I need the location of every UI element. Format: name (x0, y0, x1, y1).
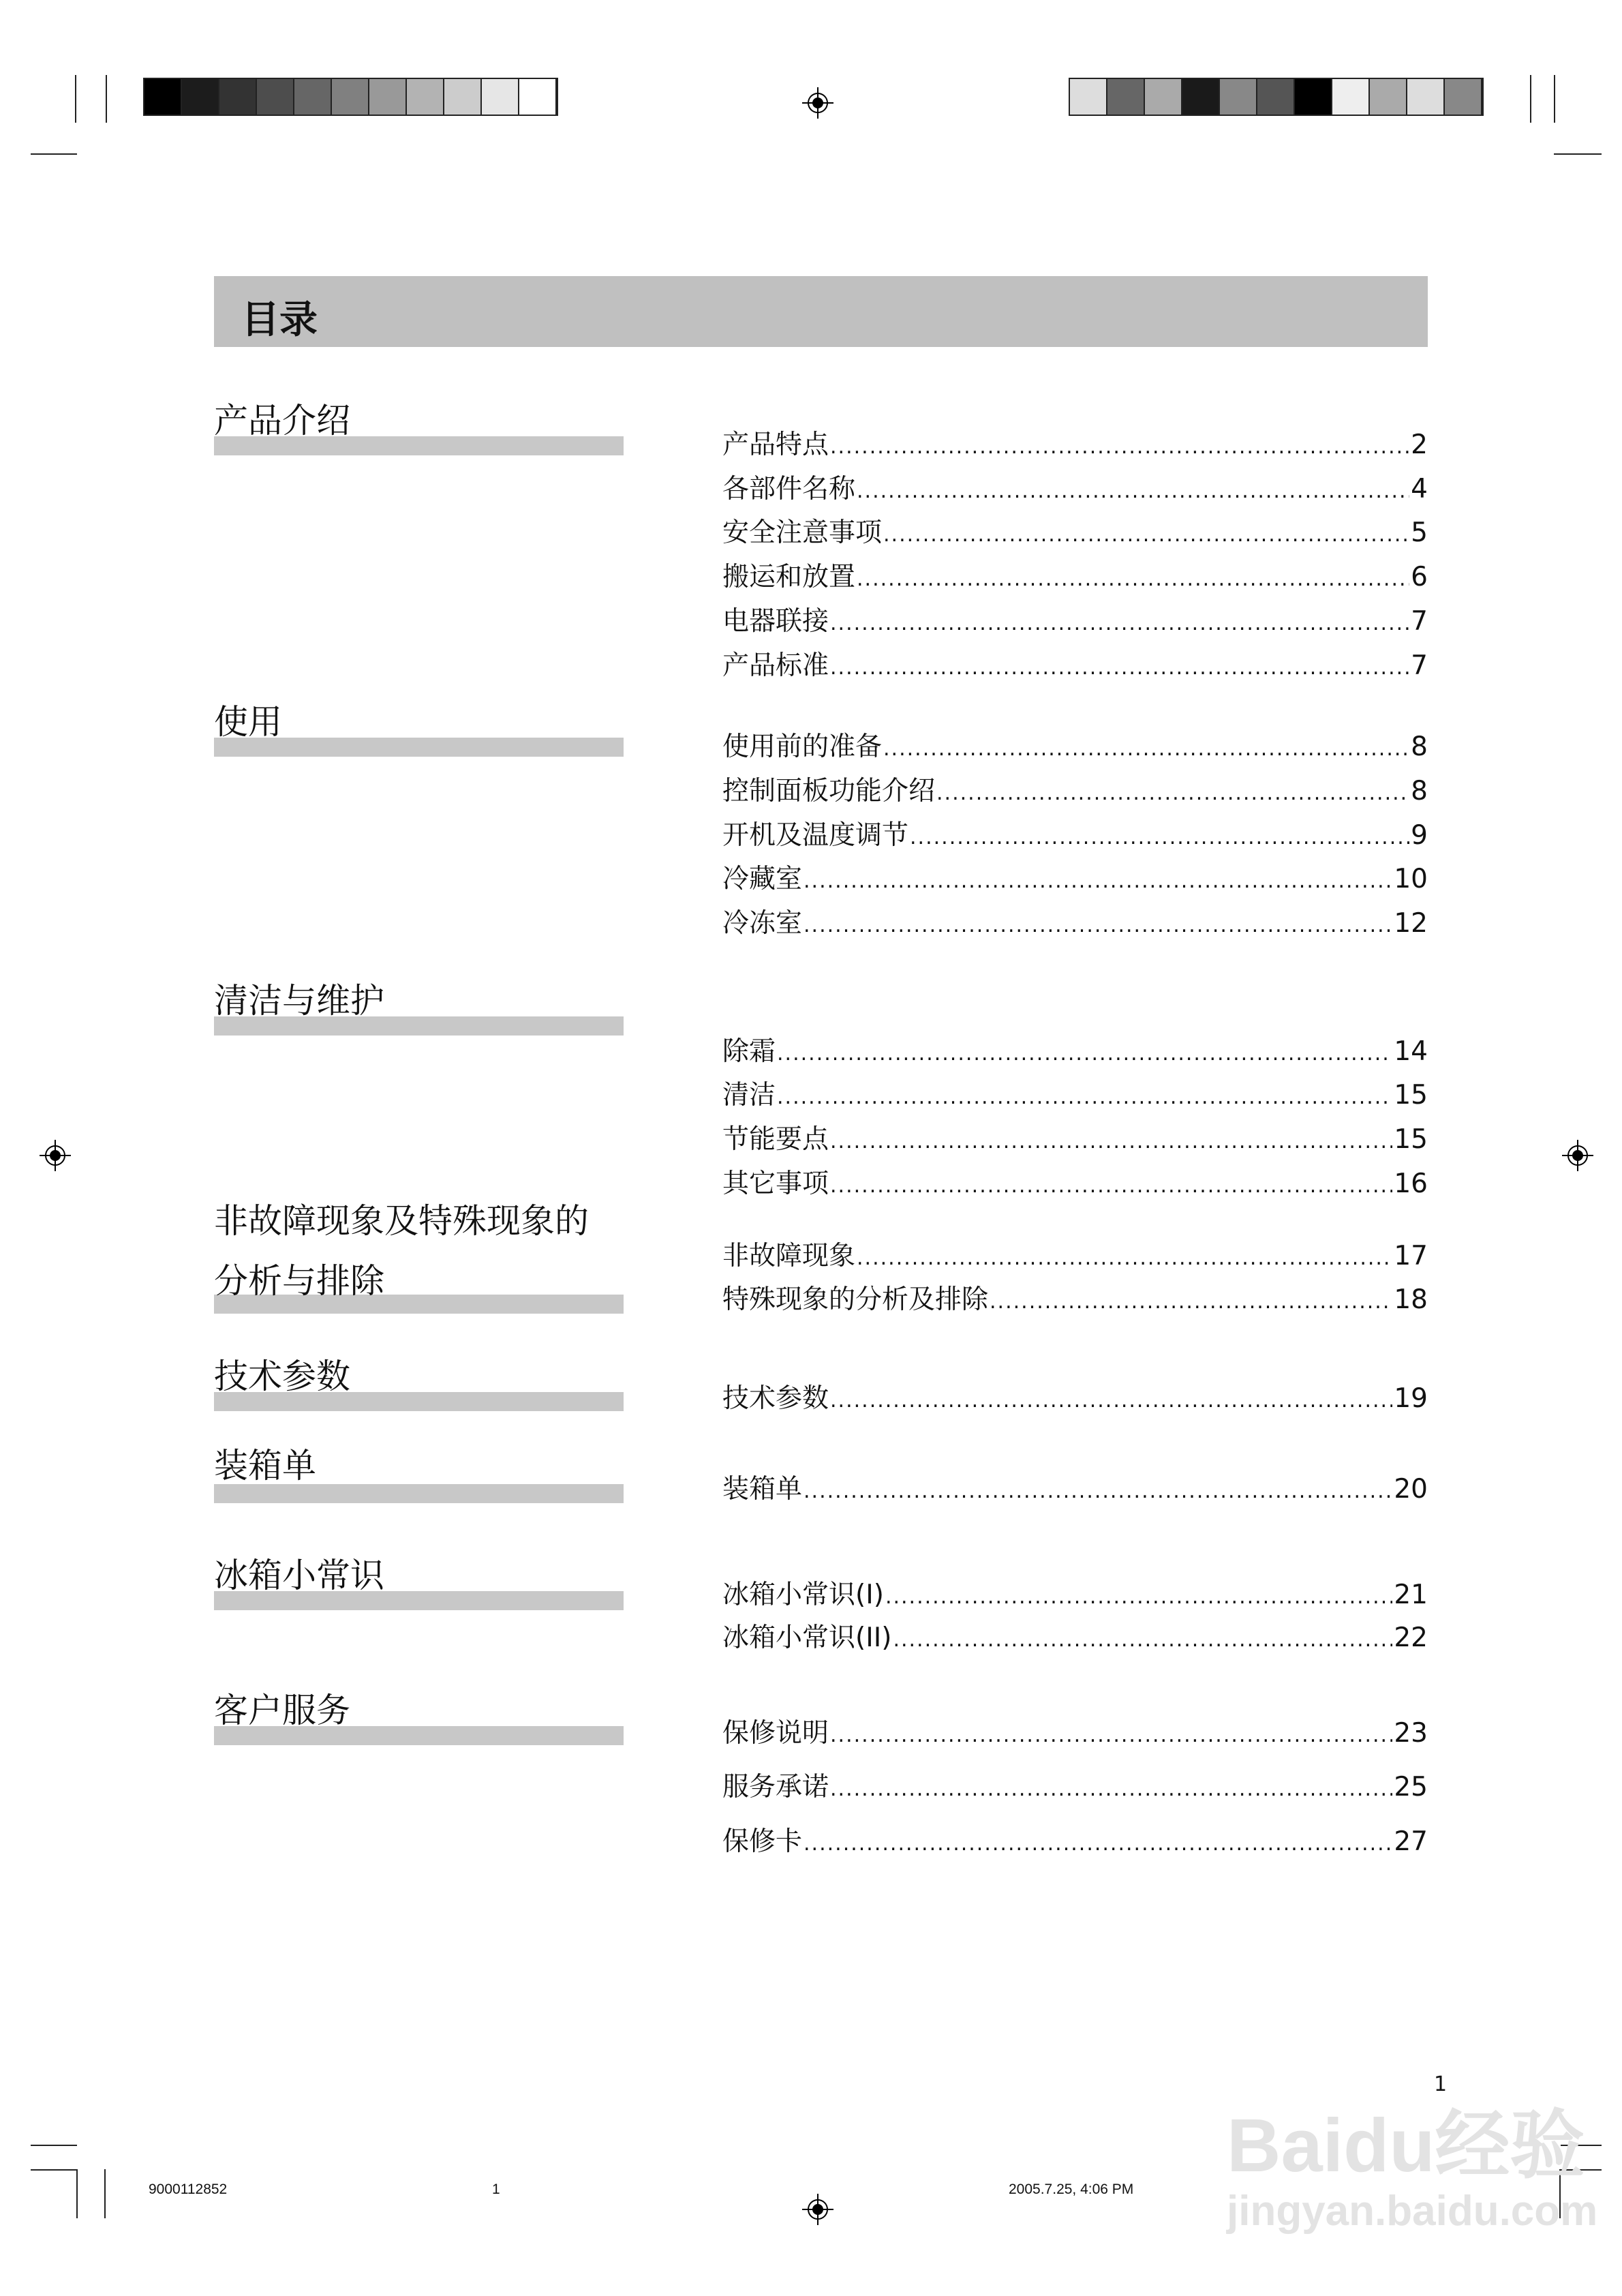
dot-leader (777, 1081, 1392, 1115)
crop-mark (1554, 153, 1602, 155)
color-swatch (1370, 79, 1407, 115)
toc-entry-label: 除霜 (722, 1036, 776, 1067)
toc-entry[interactable] (722, 516, 1428, 552)
toc-entry[interactable] (722, 1717, 1428, 1753)
color-swatch (257, 79, 294, 115)
watermark-line2: jingyan.baidu.com (1227, 2188, 1598, 2235)
toc-entry[interactable] (722, 1123, 1428, 1159)
dot-leader (990, 1285, 1392, 1319)
dot-leader (804, 909, 1392, 943)
section-fridge-tips (214, 1557, 624, 1610)
toc-entry-page: 4 (1411, 474, 1428, 504)
toc-entry[interactable] (722, 649, 1428, 685)
footer-timestamp: 2005.7.25, 4:06 PM (1009, 2181, 1134, 2197)
section-cleaning (214, 982, 624, 1036)
dot-leader (804, 1475, 1392, 1509)
toc-entry[interactable] (722, 1621, 1428, 1657)
toc-entry-label: 非故障现象 (722, 1241, 856, 1271)
toc-entry[interactable] (722, 819, 1428, 855)
toc-entry-label: 冷藏室 (722, 864, 803, 894)
section-title: 产品介绍 (214, 401, 350, 440)
section-product-intro (214, 402, 624, 455)
color-swatch (1445, 79, 1482, 115)
toc-entry-label: 冰箱小常识(I) (722, 1580, 884, 1610)
toc-entry[interactable] (722, 1239, 1428, 1275)
dot-leader (830, 607, 1409, 641)
dot-leader (910, 821, 1409, 855)
toc-entry-label: 开机及温度调节 (722, 820, 909, 851)
color-swatch (144, 79, 182, 115)
color-swatch (1070, 79, 1107, 115)
toc-entry-page: 16 (1394, 1168, 1428, 1199)
toc-entry-page: 18 (1394, 1284, 1428, 1315)
toc-entry-page: 5 (1411, 517, 1428, 548)
color-swatch (219, 79, 257, 115)
dot-leader (893, 1623, 1392, 1657)
toc-entry-page: 20 (1394, 1474, 1428, 1505)
dot-leader (804, 864, 1392, 898)
section-title: 清洁与维护 (214, 981, 384, 1021)
crop-mark (1554, 75, 1555, 123)
color-calibration-bar-right (1069, 78, 1484, 116)
toc-entry[interactable] (722, 1825, 1428, 1861)
section-title: 客户服务 (214, 1691, 350, 1730)
toc-entry-page: 22 (1394, 1622, 1428, 1653)
section-title: 技术参数 (214, 1357, 350, 1396)
color-swatch (369, 79, 407, 115)
crop-mark (104, 2169, 106, 2218)
toc-entry-label: 清洁 (722, 1080, 776, 1111)
toc-entry-page: 25 (1394, 1772, 1428, 1802)
toc-entry-page: 8 (1411, 776, 1428, 806)
color-swatch (1295, 79, 1332, 115)
toc-entry-label: 服务承诺 (722, 1772, 829, 1802)
color-swatch (519, 79, 557, 115)
toc-entry-label: 节能要点 (722, 1124, 829, 1155)
toc-entry-page: 12 (1394, 908, 1428, 939)
dot-leader (857, 1241, 1392, 1275)
section-title: 装箱单 (214, 1446, 316, 1485)
color-swatch (1107, 79, 1145, 115)
dot-leader (830, 1772, 1392, 1807)
color-swatch (1145, 79, 1182, 115)
toc-entry-label: 各部件名称 (722, 474, 856, 504)
color-swatch (444, 79, 482, 115)
dot-leader (883, 518, 1409, 552)
toc-entry-page: 15 (1394, 1124, 1428, 1155)
dot-leader (885, 1580, 1392, 1614)
footer-doc-code: 9000112852 (149, 2181, 228, 2197)
toc-entry[interactable] (722, 1770, 1428, 1807)
toc-header-bar (214, 276, 1428, 347)
crop-mark (76, 2169, 78, 2218)
crop-mark (106, 75, 107, 123)
toc-entry[interactable] (722, 605, 1428, 641)
toc-entry[interactable] (722, 1382, 1428, 1418)
toc-entry[interactable] (722, 774, 1428, 811)
toc-entry-label: 搬运和放置 (722, 562, 856, 592)
registration-mark-icon (40, 1140, 71, 1171)
toc-entry[interactable] (722, 1078, 1428, 1115)
baidu-watermark (1227, 2105, 1597, 2236)
dot-leader (777, 1037, 1392, 1071)
dot-leader (830, 651, 1409, 685)
color-swatch (1407, 79, 1445, 115)
toc-entry[interactable] (722, 1472, 1428, 1509)
toc-entry[interactable] (722, 730, 1428, 766)
toc-entry-page: 21 (1394, 1580, 1428, 1610)
toc-entry-page: 7 (1411, 650, 1428, 681)
color-calibration-bar-left (143, 78, 558, 116)
crop-mark (31, 2169, 77, 2171)
toc-entry-page: 8 (1411, 731, 1428, 762)
toc-entry-page: 7 (1411, 606, 1428, 637)
color-swatch (1220, 79, 1257, 115)
toc-entry[interactable] (722, 1035, 1428, 1071)
toc-entry-label: 其它事项 (722, 1168, 829, 1199)
dot-leader (830, 1125, 1392, 1159)
toc-entry-label: 控制面板功能介绍 (722, 776, 936, 806)
dot-leader (830, 430, 1409, 464)
toc-entry[interactable] (722, 560, 1428, 596)
dot-leader (883, 732, 1409, 766)
toc-entry-label: 特殊现象的分析及排除 (722, 1284, 989, 1315)
toc-entry[interactable] (722, 1283, 1428, 1319)
toc-entry-page: 2 (1411, 429, 1428, 460)
crop-mark (31, 2145, 77, 2146)
toc-entry-page: 27 (1394, 1826, 1428, 1857)
toc-entry-label: 产品特点 (722, 429, 829, 460)
dot-leader (857, 562, 1409, 596)
section-title: 非故障现象及特殊现象的 (214, 1201, 589, 1241)
watermark-line1: Baidu经验 (1227, 2104, 1585, 2188)
toc-entry-label: 电器联接 (722, 606, 829, 637)
toc-entry-label: 装箱单 (722, 1474, 803, 1505)
page-number: 1 (1434, 2072, 1448, 2096)
crop-mark (1530, 75, 1531, 123)
section-title-line2: 分析与排除 (214, 1261, 384, 1301)
toc-entry-page: 23 (1394, 1718, 1428, 1749)
color-swatch (1257, 79, 1295, 115)
toc-entry-page: 9 (1411, 820, 1428, 851)
crop-mark (31, 153, 77, 155)
section-usage (214, 704, 624, 757)
color-swatch (294, 79, 332, 115)
toc-entry[interactable] (722, 1578, 1428, 1614)
dot-leader (804, 1827, 1392, 1861)
dot-leader (857, 474, 1409, 509)
color-swatch (332, 79, 369, 115)
color-swatch (407, 79, 444, 115)
toc-entry-page: 10 (1394, 864, 1428, 894)
section-tech-specs (214, 1358, 624, 1411)
registration-mark-icon (802, 87, 833, 119)
toc-entry-label: 保修卡 (722, 1826, 803, 1857)
toc-entry-page: 14 (1394, 1036, 1428, 1067)
toc-entry-page: 6 (1411, 562, 1428, 592)
toc-entry-page: 17 (1394, 1241, 1428, 1271)
toc-entry-label: 使用前的准备 (722, 731, 883, 762)
toc-entry[interactable] (722, 907, 1428, 943)
color-swatch (182, 79, 219, 115)
dot-leader (830, 1719, 1392, 1753)
toc-entry-label: 技术参数 (722, 1383, 829, 1414)
dot-leader (830, 1169, 1392, 1203)
toc-entry-label: 安全注意事项 (722, 517, 883, 548)
toc-entry-page: 15 (1394, 1080, 1428, 1111)
toc-entry-label: 保修说明 (722, 1718, 829, 1749)
color-swatch (1332, 79, 1370, 115)
color-swatch (482, 79, 519, 115)
section-customer-service (214, 1692, 624, 1745)
section-title: 冰箱小常识 (214, 1556, 384, 1595)
toc-entry[interactable] (722, 1167, 1428, 1203)
toc-entry[interactable] (722, 862, 1428, 898)
color-swatch (1182, 79, 1220, 115)
dot-leader (936, 776, 1409, 811)
registration-mark-icon (1562, 1140, 1593, 1171)
toc-entry-label: 冷冻室 (722, 908, 803, 939)
crop-mark (75, 75, 76, 123)
toc-entry[interactable] (722, 472, 1428, 509)
registration-mark-icon (802, 2194, 833, 2225)
section-troubleshooting (214, 1196, 624, 1314)
section-title: 使用 (214, 702, 282, 742)
dot-leader (830, 1384, 1392, 1418)
toc-entry[interactable] (722, 428, 1428, 464)
page-title: 目录 (241, 298, 318, 342)
section-packing-list (214, 1447, 624, 1503)
toc-entry-page: 19 (1394, 1383, 1428, 1414)
toc-entry-label: 冰箱小常识(II) (722, 1622, 892, 1653)
footer-sheet-number: 1 (492, 2181, 500, 2197)
toc-entry-label: 产品标准 (722, 650, 829, 681)
